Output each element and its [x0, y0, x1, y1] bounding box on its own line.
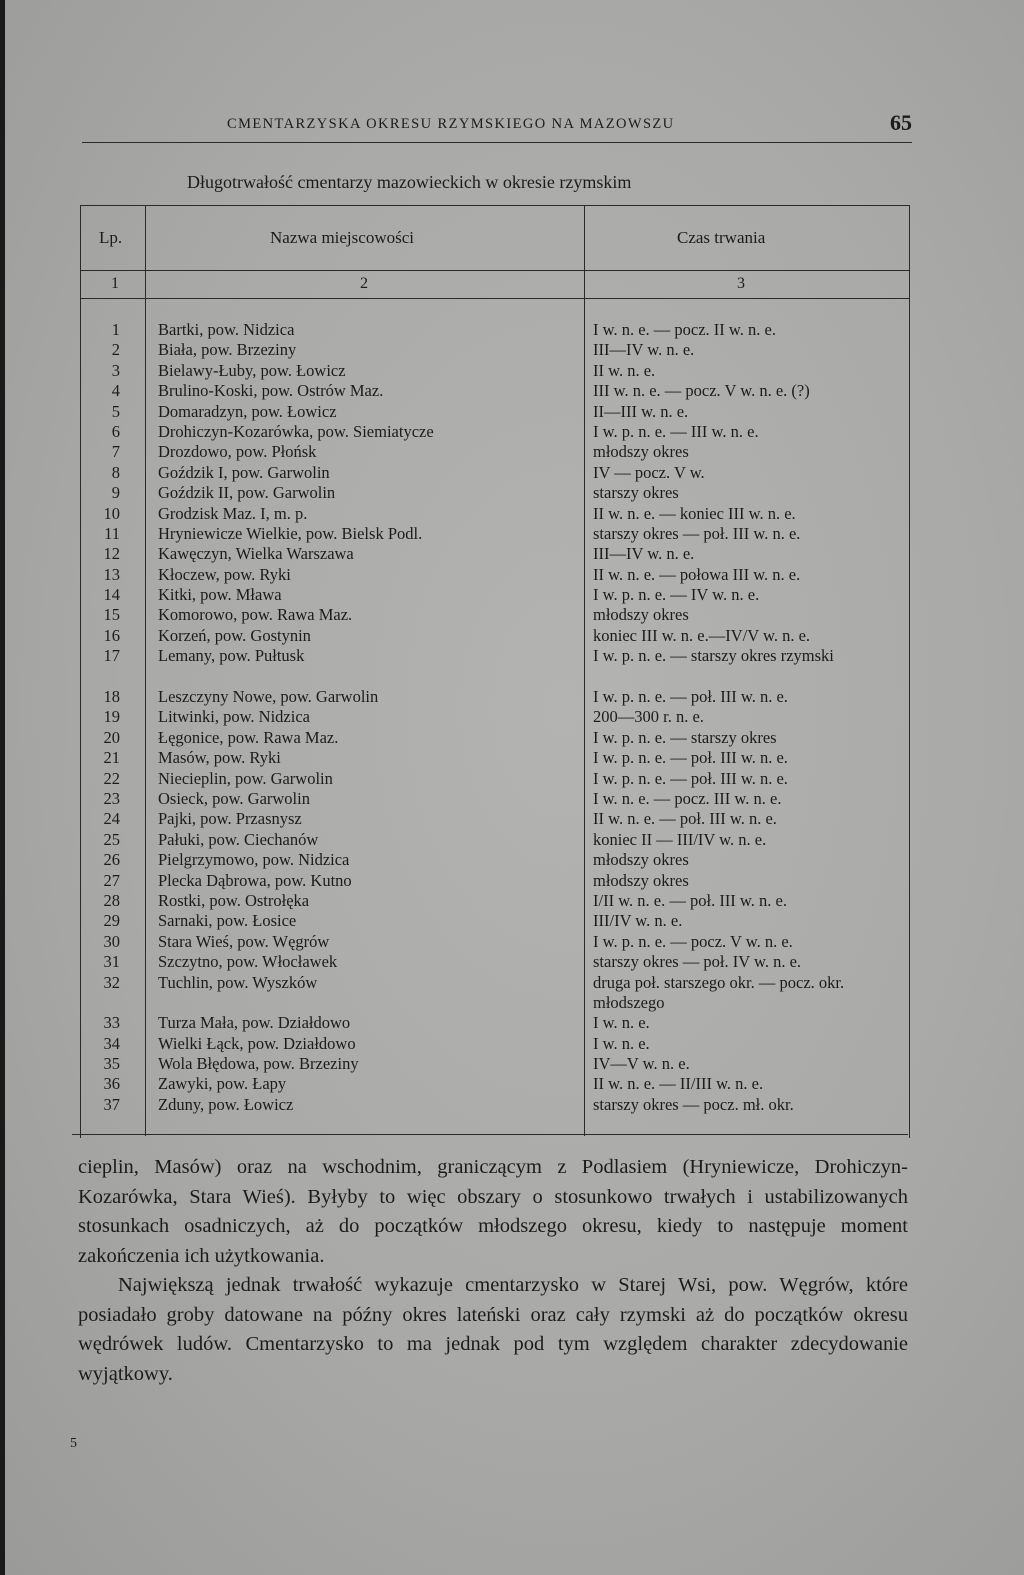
duration-period: I w. n. e. — pocz. III w. n. e. — [593, 789, 782, 808]
duration-period: II—III w. n. e. — [593, 401, 689, 421]
table-row — [80, 789, 908, 809]
row-number: 20 — [103, 727, 120, 747]
duration-period: I w. n. e. — [593, 1033, 650, 1053]
place-name: Kitki, pow. Mława — [158, 585, 282, 605]
place-name: Wola Błędowa, pow. Brzeziny — [158, 1054, 359, 1074]
table-row — [80, 504, 908, 524]
row-number: 33 — [103, 1013, 120, 1033]
row-number: 30 — [103, 931, 120, 951]
row-number: 22 — [103, 768, 120, 788]
duration-period: I w. p. n. e. — poł. III w. n. e. — [593, 768, 788, 788]
duration-period: I w. p. n. e. — pocz. V w. n. e. — [593, 931, 793, 951]
row-number: 8 — [111, 462, 120, 482]
table-row — [80, 626, 908, 646]
row-number: 28 — [103, 890, 120, 910]
table-row — [80, 1095, 908, 1115]
table-row — [80, 1034, 908, 1054]
place-name: Domaradzyn, pow. Łowicz — [158, 401, 337, 421]
place-name: Bartki, pow. Nidzica — [158, 320, 295, 339]
table-body — [80, 320, 908, 1115]
row-number: 21 — [103, 748, 120, 768]
row-number: 12 — [103, 544, 120, 564]
table-row — [80, 585, 908, 605]
duration-period: II w. n. e. — koniec III w. n. e. — [593, 503, 796, 523]
row-number: 37 — [103, 1094, 120, 1114]
row-number: 7 — [111, 442, 120, 462]
duration-period: III w. n. e. — pocz. V w. n. e. (?) — [593, 381, 810, 401]
place-name: Biała, pow. Brzeziny — [158, 340, 297, 360]
place-name: Leszczyny Nowe, pow. Garwolin — [158, 687, 379, 707]
row-number: 2 — [111, 340, 120, 360]
duration-period: koniec II — III/IV w. n. e. — [593, 829, 767, 849]
duration-period: I w. p. n. e. — starszy okres — [593, 727, 777, 747]
row-number: 17 — [103, 646, 120, 666]
column-header-lp: Lp. — [99, 228, 123, 247]
table-row — [80, 422, 908, 442]
table-row — [80, 402, 908, 422]
row-number: 34 — [103, 1033, 120, 1053]
table-row — [80, 1054, 908, 1074]
row-number: 35 — [103, 1054, 120, 1074]
place-name: Turza Mała, pow. Działdowo — [158, 1013, 351, 1033]
table-row — [80, 687, 908, 707]
duration-period: IV—V w. n. e. — [593, 1054, 690, 1074]
duration-period: I w. p. n. e. — III w. n. e. — [593, 421, 759, 441]
duration-period: starszy okres — pocz. mł. okr. — [593, 1094, 794, 1114]
table-row — [80, 707, 908, 727]
duration-period: I w. n. e. — pocz. II w. n. e. — [593, 320, 776, 339]
duration-period: młodszy okres — [593, 605, 689, 625]
place-name: Niecieplin, pow. Garwolin — [158, 768, 333, 788]
table-row — [80, 952, 908, 972]
body-text — [78, 1153, 908, 1389]
table-row — [80, 524, 908, 544]
duration-period: koniec III w. n. e.—IV/V w. n. e. — [593, 625, 811, 645]
row-number: 15 — [103, 605, 120, 625]
row-number: 5 — [111, 401, 120, 421]
column-header-place: Nazwa miejscowości — [270, 228, 414, 247]
row-number: 10 — [103, 503, 120, 523]
place-name: Hryniewicze Wielkie, pow. Bielsk Podl. — [158, 523, 423, 543]
place-name: Zduny, pow. Łowicz — [158, 1094, 294, 1114]
row-number: 24 — [103, 809, 120, 829]
duration-period: młodszy okres — [593, 870, 689, 890]
place-name: Kłoczew, pow. Ryki — [158, 564, 291, 584]
signature-mark: 5 — [70, 1436, 77, 1451]
row-number: 11 — [104, 523, 120, 543]
table-row — [80, 871, 908, 891]
column-number: 3 — [737, 275, 745, 292]
table-caption: Długotrwałość cmentarzy mazowieckich w okresie rzymskim — [187, 172, 632, 192]
place-name: Osieck, pow. Garwolin — [158, 789, 310, 808]
table-row — [80, 1074, 908, 1094]
place-name: Plecka Dąbrowa, pow. Kutno — [158, 870, 352, 890]
place-name: Goździk I, pow. Garwolin — [158, 462, 330, 482]
row-number: 14 — [103, 585, 120, 605]
place-name: Łęgonice, pow. Rawa Maz. — [158, 727, 339, 747]
row-number: 13 — [103, 564, 120, 584]
header-divider — [81, 270, 909, 271]
table-row — [80, 320, 908, 340]
table-row — [80, 769, 908, 789]
table-row — [80, 340, 908, 360]
row-number: 32 — [103, 972, 120, 992]
duration-period: I w. p. n. e. — starszy okres rzymski — [593, 646, 834, 666]
duration-period: młodszy okres — [593, 442, 689, 462]
place-name: Litwinki, pow. Nidzica — [158, 707, 310, 727]
table-row — [80, 442, 908, 462]
duration-period: 200—300 r. n. e. — [593, 707, 704, 727]
place-name: Stara Wieś, pow. Węgrów — [158, 931, 330, 951]
running-title: CMENTARZYSKA OKRESU RZYMSKIEGO NA MAZOWSZU — [227, 116, 675, 132]
place-name: Wielki Łąck, pow. Działdowo — [158, 1033, 356, 1053]
duration-period: starszy okres — poł. III w. n. e. — [593, 523, 801, 543]
duration-period: II w. n. e. — poł. III w. n. e. — [593, 809, 777, 829]
place-name: Kawęczyn, Wielka Warszawa — [158, 544, 354, 564]
header-divider — [81, 298, 909, 299]
duration-period: starszy okres — poł. IV w. n. e. — [593, 952, 802, 972]
column-header-period: Czas trwania — [677, 228, 766, 247]
row-number: 6 — [111, 421, 120, 441]
place-name: Zawyki, pow. Łapy — [158, 1074, 287, 1094]
row-number: 3 — [111, 360, 120, 380]
row-number: 31 — [103, 952, 120, 972]
row-number: 29 — [103, 911, 120, 931]
table-row — [80, 1013, 908, 1033]
table-row — [80, 830, 908, 850]
duration-period: I w. n. e. — [593, 1013, 650, 1033]
duration-period: I w. p. n. e. — IV w. n. e. — [593, 585, 760, 605]
row-number: 25 — [103, 829, 120, 849]
duration-period: IV — pocz. V w. — [593, 462, 705, 482]
paragraph: cieplin, Masów) oraz na wschodnim, graniczącym z Podlasiem (Hryniewicze, Drohiczyn-Kozarówka, Stara Wieś). Byłyby to więc obszary o stosunkowo trwałych i ustabilizowanych stosunkach osadniczych, aż do początków młodszego okresu, kiedy to następuje moment zakończenia ich użytkowania. — [78, 1156, 908, 1267]
table-row — [80, 605, 908, 625]
duration-period: II w. n. e. — połowa III w. n. e. — [593, 564, 801, 584]
place-name: Komorowo, pow. Rawa Maz. — [158, 605, 353, 625]
table-row — [80, 646, 908, 687]
place-name: Rostki, pow. Ostrołęka — [158, 890, 310, 910]
place-name: Brulino-Koski, pow. Ostrów Maz. — [158, 381, 384, 401]
table-row — [80, 748, 908, 768]
duration-period: II w. n. e. — II/III w. n. e. — [593, 1074, 764, 1094]
row-number: 4 — [111, 381, 120, 401]
table-bottom-rule — [72, 1134, 908, 1135]
row-number: 9 — [111, 483, 120, 503]
page-header — [82, 112, 912, 143]
row-number: 18 — [103, 687, 120, 707]
row-number: 16 — [103, 625, 120, 645]
place-name: Lemany, pow. Pułtusk — [158, 646, 305, 666]
table-row — [80, 565, 908, 585]
duration-period: I w. p. n. e. — poł. III w. n. e. — [593, 687, 788, 707]
row-number: 1 — [111, 320, 120, 339]
book-spine-edge — [0, 0, 5, 1575]
table-row — [80, 891, 908, 911]
column-number: 1 — [111, 275, 119, 292]
duration-period: I/II w. n. e. — poł. III w. n. e. — [593, 890, 787, 910]
place-name: Bielawy-Łuby, pow. Łowicz — [158, 360, 346, 380]
place-name: Goździk II, pow. Garwolin — [158, 483, 336, 503]
place-name: Pajki, pow. Przasnysz — [158, 809, 302, 829]
table-row — [80, 850, 908, 870]
duration-period: III/IV w. n. e. — [593, 911, 683, 931]
row-number: 36 — [103, 1074, 120, 1094]
place-name: Drozdowo, pow. Płońsk — [158, 442, 317, 462]
place-name: Pałuki, pow. Ciechanów — [158, 829, 319, 849]
table-row — [80, 932, 908, 952]
place-name: Masów, pow. Ryki — [158, 748, 281, 768]
row-number: 23 — [103, 789, 120, 808]
table-row — [80, 973, 908, 1014]
place-name: Korzeń, pow. Gostynin — [158, 625, 311, 645]
place-name: Sarnaki, pow. Łosice — [158, 911, 297, 931]
place-name: Tuchlin, pow. Wyszków — [158, 972, 318, 992]
paragraph: Największą jednak trwałość wykazuje cmentarzysko w Starej Wsi, pow. Węgrów, które posiadało groby datowane na późny okres lateński oraz cały rzymski aż do początków okresu wędrówek ludów. Cmentarzysko to ma jednak pod tym względem charakter zdecydowanie wyjątkowy. — [78, 1274, 908, 1385]
table-row — [80, 728, 908, 748]
place-name: Szczytno, pow. Włocławek — [158, 952, 338, 972]
duration-period: I w. p. n. e. — poł. III w. n. e. — [593, 748, 788, 768]
duration-period: III—IV w. n. e. — [593, 544, 695, 564]
duration-period: II w. n. e. — [593, 360, 656, 380]
row-number: 19 — [103, 707, 120, 727]
place-name: Grodzisk Maz. I, m. p. — [158, 503, 308, 523]
row-number: 27 — [103, 870, 120, 890]
duration-period: druga poł. starszego okr. — pocz. okr. młodszego — [593, 972, 845, 1012]
place-name: Pielgrzymowo, pow. Nidzica — [158, 850, 350, 870]
duration-period: III—IV w. n. e. — [593, 340, 695, 360]
table-row — [80, 483, 908, 503]
row-number: 26 — [103, 850, 120, 870]
column-number: 2 — [360, 275, 368, 292]
page-number: 65 — [890, 110, 912, 135]
duration-period: starszy okres — [593, 483, 679, 503]
table-row — [80, 544, 908, 564]
table-row — [80, 381, 908, 401]
table-row — [80, 463, 908, 483]
place-name: Drohiczyn-Kozarówka, pow. Siemiatycze — [158, 421, 434, 441]
table-row — [80, 809, 908, 829]
duration-period: młodszy okres — [593, 850, 689, 870]
table-row — [80, 911, 908, 931]
table-row — [80, 361, 908, 381]
